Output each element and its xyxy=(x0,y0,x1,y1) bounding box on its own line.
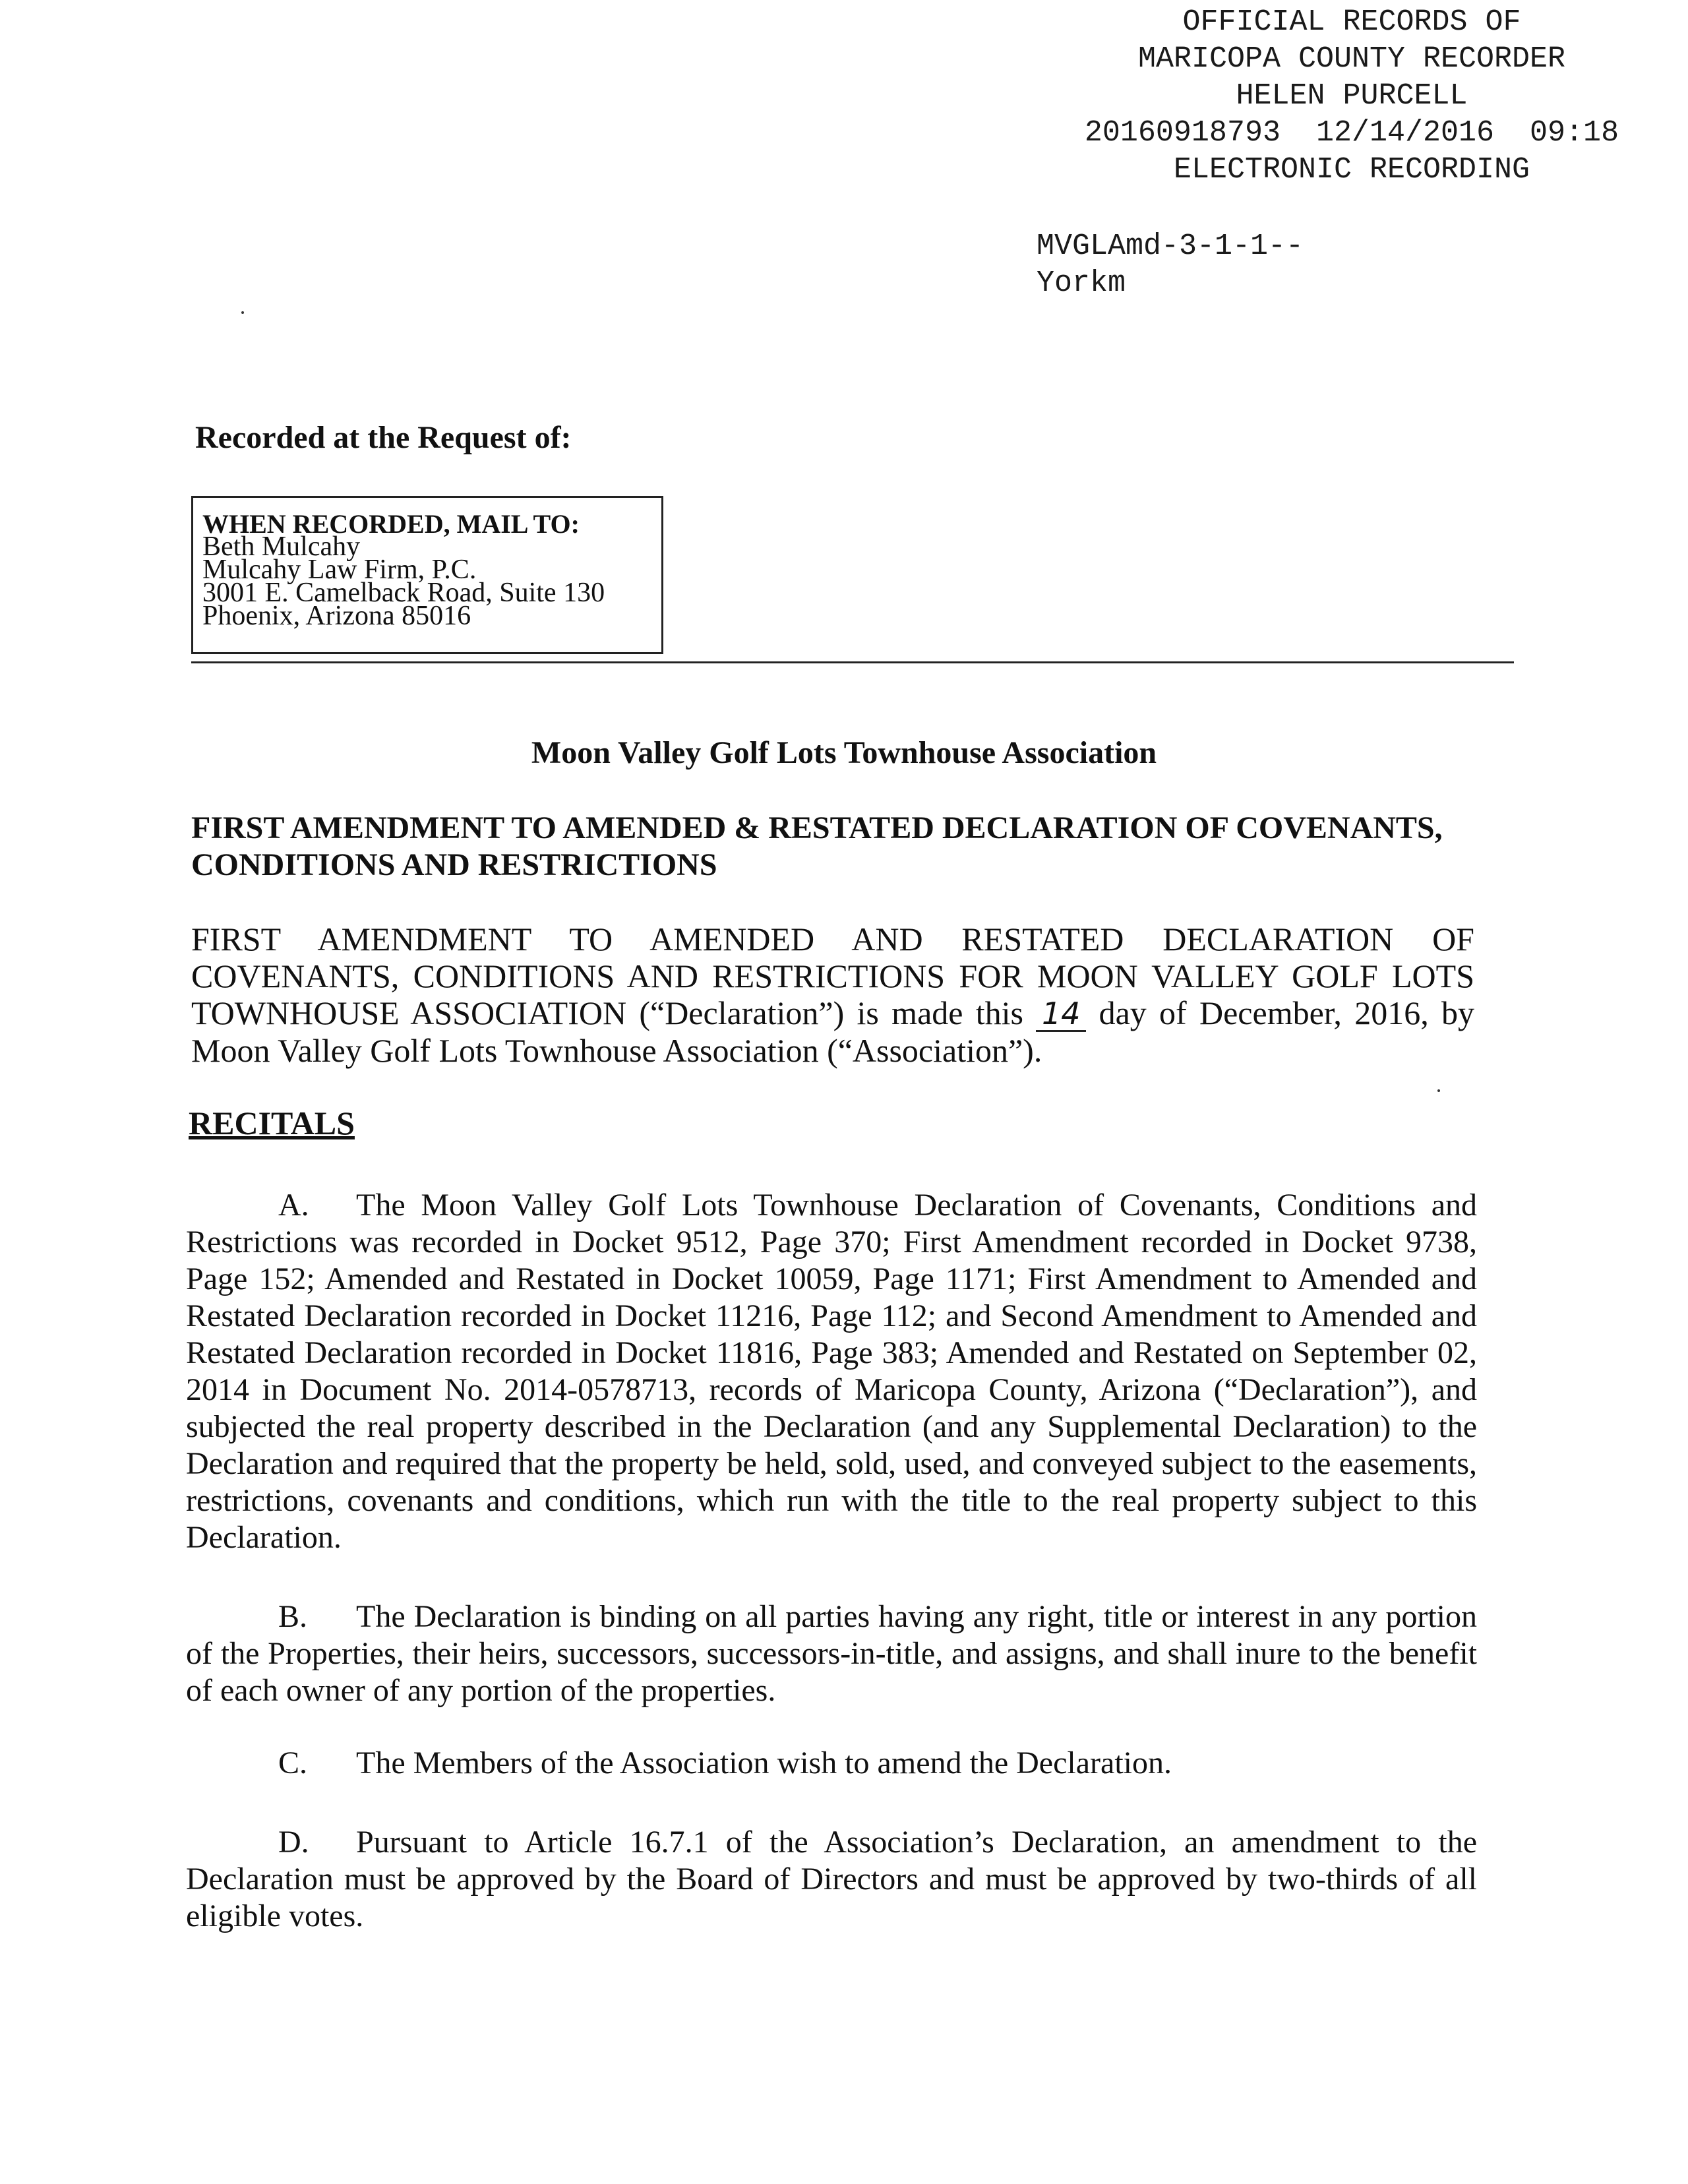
recorded-at-request-label: Recorded at the Request of: xyxy=(195,420,572,455)
recital-c xyxy=(186,1745,1477,1782)
recital-letter: A. xyxy=(278,1188,309,1223)
recital-d xyxy=(186,1824,1477,1935)
preamble-paragraph xyxy=(191,921,1474,1069)
mail-to-address-line1: 3001 E. Camelback Road, Suite 130 xyxy=(202,578,605,608)
mail-to-box xyxy=(191,496,663,654)
handwritten-day: 14 xyxy=(1036,997,1086,1032)
recorder-stamp xyxy=(1035,4,1668,189)
scan-speck xyxy=(1437,1089,1440,1092)
recital-letter: B. xyxy=(278,1599,308,1634)
document-number: 20160918793 xyxy=(1084,116,1281,150)
recording-code-line2: Yorkm xyxy=(1037,266,1126,300)
recording-code-line1: MVGLAmd-3-1-1-- xyxy=(1037,229,1304,263)
header-divider xyxy=(191,661,1514,663)
preamble-text-start: FIRST AMENDMENT TO AMENDED AND RESTATED DECLARATION OF COVENANTS, CONDITIONS AND RESTRICTIONS FOR MOON VALLEY GOLF LOTS TOWNHOUSE ASSOCIATION (“Declaration”) is made this xyxy=(191,921,1474,1031)
recital-text: Pursuant to Article 16.7.1 of the Association’s Declaration, an amendment to the Declaration must be approved by the Board of Directors and must be approved by two-thirds of all eligible votes. xyxy=(186,1825,1477,1933)
stamp-line-official-records: OFFICIAL RECORDS OF xyxy=(1182,5,1521,39)
recital-b xyxy=(186,1598,1477,1709)
mail-to-name: Beth Mulcahy xyxy=(202,531,361,562)
recording-time: 09:18 xyxy=(1530,116,1619,150)
stamp-line-recorder-name: HELEN PURCELL xyxy=(1236,79,1468,113)
association-title: Moon Valley Golf Lots Townhouse Association xyxy=(531,735,1157,770)
recitals-heading: RECITALS xyxy=(189,1105,355,1141)
recital-text: The Declaration is binding on all parties having any right, title or interest in any portion of the Properties, their heirs, successors, successors-in-title, and assigns, and shall inure to the benefit of each owner of any portion of the properties. xyxy=(186,1599,1477,1708)
recording-code xyxy=(1037,228,1304,302)
recital-a xyxy=(186,1187,1477,1556)
recording-date: 12/14/2016 xyxy=(1315,116,1495,150)
recital-letter: C. xyxy=(278,1745,308,1780)
document-title: FIRST AMENDMENT TO AMENDED & RESTATED DECLARATION OF COVENANTS, CONDITIONS AND RESTRICTIONS xyxy=(191,810,1443,882)
preamble-text-end: day of December, 2016, by Moon Valley Golf Lots Townhouse Association (“Association”). xyxy=(191,994,1475,1069)
mail-to-address-line2: Phoenix, Arizona 85016 xyxy=(202,601,471,631)
stamp-line-county-recorder: MARICOPA COUNTY RECORDER xyxy=(1137,42,1566,76)
mail-to-firm: Mulcahy Law Firm, P.C. xyxy=(202,555,477,585)
mail-to-heading: WHEN RECORDED, MAIL TO: xyxy=(202,509,580,539)
stamp-record-line xyxy=(1035,115,1668,152)
scan-speck xyxy=(241,311,244,314)
recital-text: The Members of the Association wish to amend the Declaration. xyxy=(356,1745,1172,1780)
recording-type: ELECTRONIC RECORDING xyxy=(1173,153,1530,187)
recital-text: The Moon Valley Golf Lots Townhouse Declaration of Covenants, Conditions and Restrictions was recorded in Docket 9512, Page 370; First Amendment recorded in Docket 9738, Page 152; Amended and Restated in Docket 10059, Page 1171; First Amendment to Amended and Restated Declaration recorded in Docket 11216, Page 112; and Second Amendment to Amended and Restated Declaration recorded in Docket 11816, Page 383; Amended and Restated on September 02, 2014 in Document No. 2014-0578713, records of Maricopa County, Arizona (“Declaration”), and subjected the real property described in the Declaration (and any Supplemental Declaration) to the Declaration and required that the property be held, sold, used, and conveyed subject to the easements, restrictions, covenants and conditions, which run with the title to the real property subject to this Declaration. xyxy=(186,1188,1477,1555)
recital-letter: D. xyxy=(278,1825,309,1860)
